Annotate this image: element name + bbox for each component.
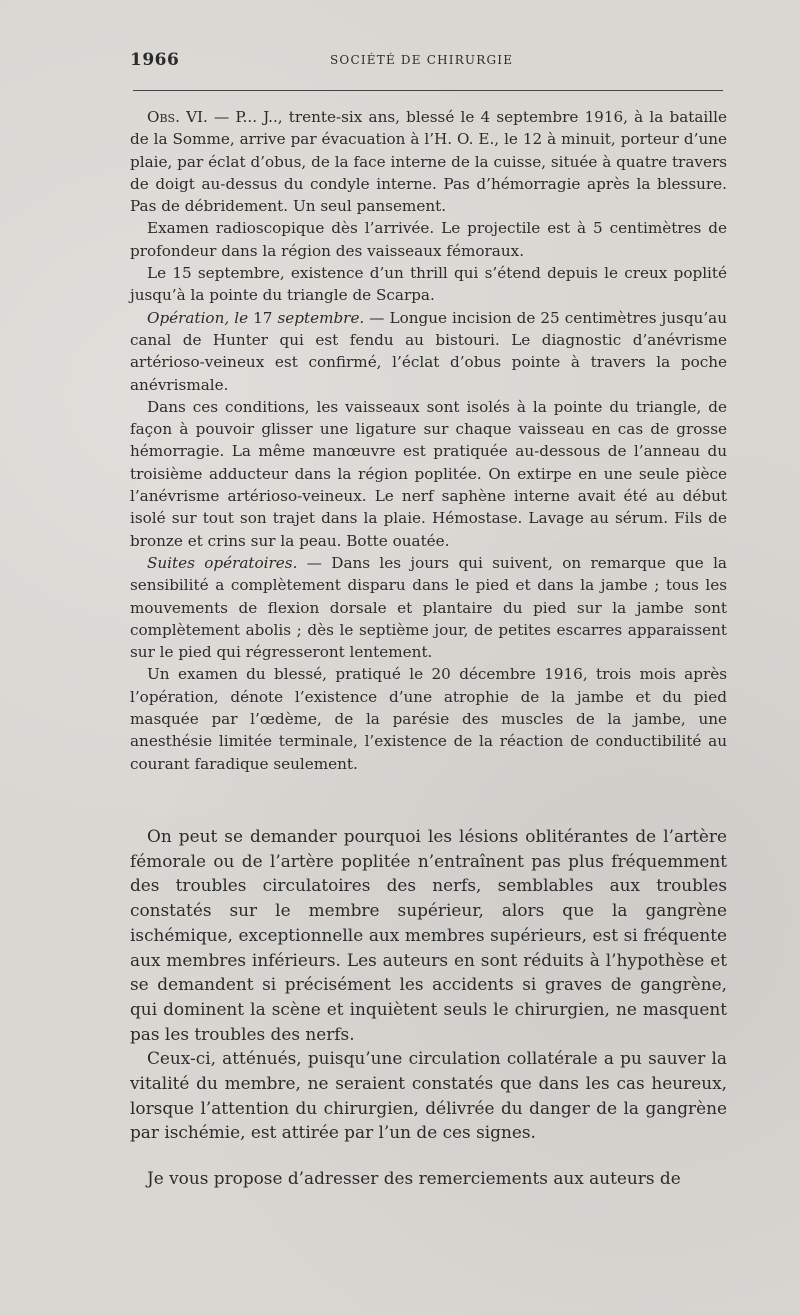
header-rule: [133, 90, 723, 91]
operation-month: septembre.: [277, 308, 365, 327]
discussion-section: [130, 824, 727, 1145]
discussion-paragraph-1: On peut se demander pourquoi les lésions oblitérantes de l’artère fémorale ou de l’artère poplitée n’entraînent pas plus fréquemment des troubles circulatoires des nerfs, semblables aux troubles constatés sur le membre supérieur, alors que la gangrène ischémique, exceptionnelle aux membres supérieurs, est si fréquente aux membres inférieurs. Les auteurs en sont réduits à l’hypothèse et se demandent si précisément les accidents si graves de gangrène, qui dominent la scène et inquiètent seuls le chirurgien, ne masquent pas les troubles des nerfs.: [130, 826, 727, 1044]
observation-section: [130, 106, 727, 775]
closing-paragraph: Je vous propose d’adresser des remerciements aux auteurs de: [147, 1168, 681, 1188]
observation-paragraph-3: Le 15 septembre, existence d’un thrill qui s’étend depuis le creux poplité jusqu’à la pointe du triangle de Scarpa.: [130, 264, 727, 305]
running-head: [130, 50, 725, 74]
operation-date: 17: [248, 308, 278, 327]
observation-paragraph-1: [130, 106, 727, 217]
operation-emphasis: Opération, le: [147, 308, 249, 327]
operation-text: — Longue incision de 25 centimètres jusqu’au canal de Hunter qui est fendu au bistouri. Le diagnostic d’anévrisme artérioso-veineux est confirmé, l’éclat d’obus pointe à travers la poche anévrismale.: [130, 308, 727, 394]
discussion-paragraph-2: Ceux-ci, atténués, puisqu’une circulation collatérale a pu sauver la vitalité du membre, ne seraient constatés que dans les cas heureux, lorsque l’attention du chirurgien, délivrée du danger de la gangrène par ischémie, est attirée par l’un de ces signes.: [130, 1048, 727, 1143]
suites-text: — Dans les jours qui suivent, on remarque que la sensibilité a complètement disparu dans le pied et dans la jambe ; tous les mouvements de flexion dorsale et plantaire du pied sur la jambe sont complètement abolis ; dès le septième jour, de petites escarres apparaissent sur le pied qui régresseront lentement.: [130, 553, 727, 662]
closing-section: [130, 1166, 727, 1191]
journal-title: SOCIÉTÉ DE CHIRURGIE: [330, 53, 514, 67]
observation-paragraph-5: Dans ces conditions, les vaisseaux sont isolés à la pointe du triangle, de façon à pouvoir glisser une ligature sur chaque vaisseau en cas de grosse hémorragie. La même manœuvre est pratiquée au-dessous de l’anneau du troisième adducteur dans la région poplitée. On extirpe en une seule pièce l’anévrisme artérioso-veineux. Le nerf saphène interne avait été au début isolé sur tout son trajet dans la plaie. Hémostase. Lavage au sérum. Fils de bronze et crins sur la peau. Botte ouatée.: [130, 397, 727, 550]
observation-paragraph-7: Un examen du blessé, pratiqué le 20 décembre 1916, trois mois après l’opération, dénote l’existence d’une atrophie de la jambe et du pied masquée par l’œdème, de la parésie des muscles de la jambe, une anesthésie limitée terminale, l’existence de la réaction de conductibilité au courant faradique seulement.: [130, 665, 727, 773]
observation-paragraph-6: [130, 552, 727, 663]
suites-emphasis: Suites opératoires.: [147, 553, 298, 572]
observation-paragraph-2: Examen radioscopique dès l’arrivée. Le projectile est à 5 centimètres de profondeur dans la région des vaisseaux fémoraux.: [130, 219, 727, 260]
page-number: 1966: [130, 50, 180, 70]
observation-label: Obs. VI.: [147, 108, 208, 126]
observation-paragraph-1-text: — P... J.., trente-six ans, blessé le 4 septembre 1916, à la bataille de la Somme, arrive par évacuation à l’H. O. E., le 12 à minuit, porteur d’une plaie, par éclat d’obus, de la face interne de la cuisse, située à quatre travers de doigt au-dessus du condyle interne. Pas d’hémorragie après la blessure. Pas de débridement. Un seul pansement.: [130, 108, 727, 216]
observation-paragraph-4: [130, 307, 727, 396]
